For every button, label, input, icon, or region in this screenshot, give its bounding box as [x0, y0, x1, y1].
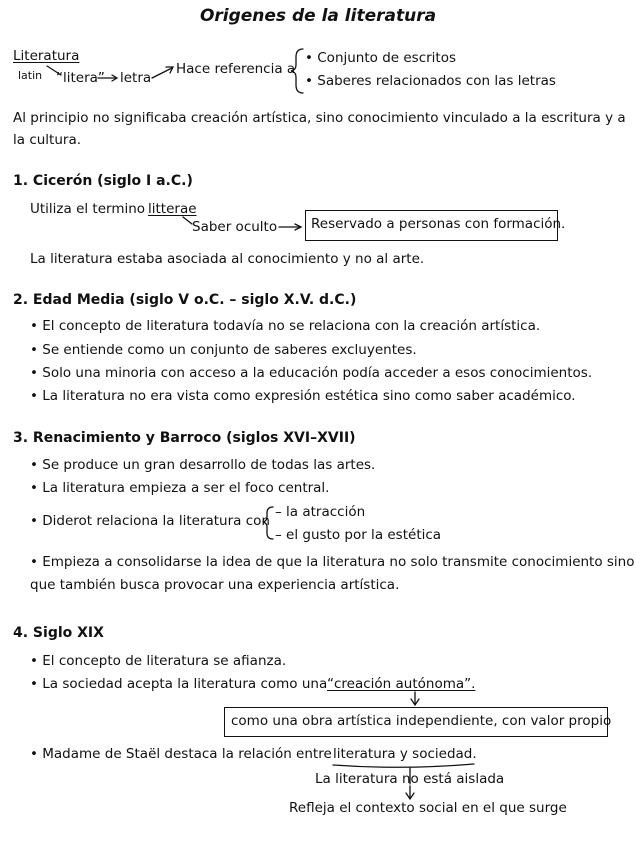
hace-referencia: Hace referencia a	[176, 61, 296, 77]
meaning-2: • Saberes relacionados con las letras	[305, 73, 556, 89]
section-1-heading: 1. Cicerón (siglo I a.C.)	[13, 173, 193, 189]
s1-utiliza: Utiliza el termino	[30, 201, 146, 217]
s4-item-3: • Madame de Staël destaca la relación entre	[30, 746, 332, 762]
s4-item-1: • El concepto de literatura se afianza.	[30, 653, 287, 669]
s2-item: • El concepto de literatura todavía no se relaciona con la creación artística.	[30, 318, 541, 334]
word-litera: “litera”	[56, 70, 105, 86]
s1-litterae: litterae	[148, 201, 197, 217]
s3-brace	[263, 507, 273, 539]
section-2-heading: 2. Edad Media (siglo V o.C. – siglo X.V. d.C.)	[13, 292, 357, 308]
s4-item-2: • La sociedad acepta la literatura como una	[30, 676, 328, 692]
s2-item: • Se entiende como un conjunto de saberes excluyentes.	[30, 342, 417, 358]
s4-box-text: como una obra artística independiente, con valor propio	[231, 713, 612, 729]
s3-item-4-line-1: • Empieza a consolidarse la idea de que la literatura no solo transmite conocimiento sino	[30, 554, 635, 570]
s4-note-1: La literatura no está aislada	[315, 771, 505, 787]
etymology-brace	[291, 49, 303, 93]
s1-box-text: Reservado a personas con formación.	[311, 216, 566, 232]
arrow-line-2	[152, 68, 172, 78]
etymology-branch-line	[47, 66, 61, 75]
s3-item-2: • La literatura empieza a ser el foco central.	[30, 480, 330, 496]
section-4-heading: 4. Siglo XIX	[13, 625, 104, 641]
s1-branch-line	[183, 217, 192, 224]
intro-line-2: la cultura.	[13, 132, 82, 148]
page-title: Origenes de la literatura	[199, 6, 437, 26]
word-letra: letra	[120, 70, 152, 86]
latin-label: latin	[18, 69, 43, 82]
s2-item: • Solo una minoria con acceso a la educación podía acceder a esos conocimientos.	[30, 365, 593, 381]
s4-note-2: Refleja el contexto social en el que surge	[289, 800, 567, 816]
s1-note: La literatura estaba asociada al conocimiento y no al arte.	[30, 251, 425, 267]
s4-literatura-sociedad: literatura y sociedad.	[333, 746, 477, 762]
s3-item-1: • Se produce un gran desarrollo de todas las artes.	[30, 457, 376, 473]
s4-creacion-autonoma: “creación autónoma”.	[327, 676, 476, 692]
word-literatura: Literatura	[13, 48, 80, 64]
s3-branch-2: – el gusto por la estética	[275, 527, 442, 543]
section-3-heading: 3. Renacimiento y Barroco (siglos XVI–XVII)	[13, 430, 356, 446]
intro-line-1: Al principio no significaba creación artística, sino conocimiento vinculado a la escritura y a	[13, 110, 626, 126]
s3-item-3: • Diderot relaciona la literatura con	[30, 513, 270, 529]
s3-branch-1: – la atracción	[275, 504, 366, 520]
s3-item-4-line-2: que también busca provocar una experiencia artística.	[30, 577, 400, 593]
s1-saber-oculto: Saber oculto	[192, 219, 278, 235]
s2-item: • La literatura no era vista como expresión estética sino como saber académico.	[30, 388, 576, 404]
s4-curved-underline	[333, 764, 474, 767]
meaning-1: • Conjunto de escritos	[305, 50, 457, 66]
